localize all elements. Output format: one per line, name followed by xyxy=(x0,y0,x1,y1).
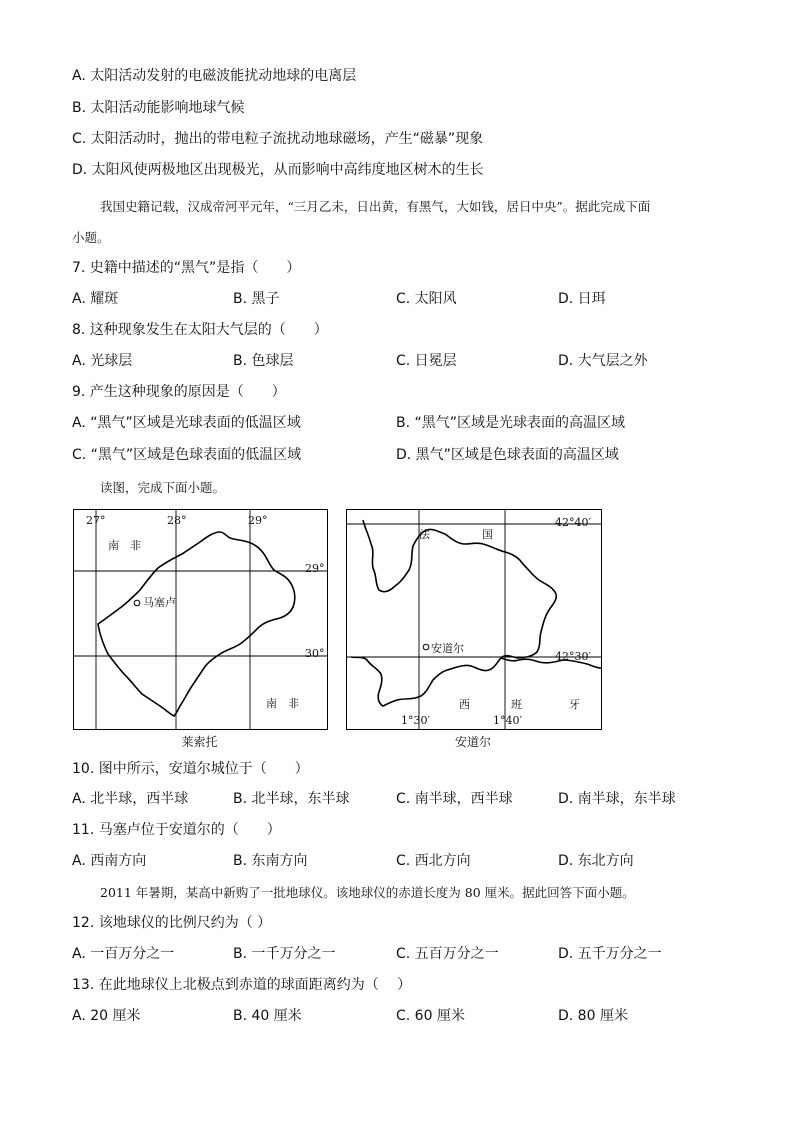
lesotho-lon-label-27: 27° xyxy=(86,514,106,527)
intro-paragraph-1: 我国史籍记载，汉成帝河平元年，“三月乙未，日出黄，有黑气，大如钱，居日中央”。据此完成下面 xyxy=(100,199,651,214)
q9-stem: 9. 产生这种现象的原因是（ ） xyxy=(72,384,286,400)
lesotho-lon-label-28: 28° xyxy=(167,514,187,527)
q13-option-d: D. 80 厘米 xyxy=(558,1008,628,1024)
lesotho-map xyxy=(73,509,328,730)
q9-option-c: C. “黑气”区域是色球表面的低温区域 xyxy=(72,447,302,463)
q13-option-a: A. 20 厘米 xyxy=(72,1008,141,1024)
lesotho-label-south-africa-top: 南 非 xyxy=(108,539,141,552)
lesotho-caption: 莱索托 xyxy=(181,735,218,749)
q13-option-c: C. 60 厘米 xyxy=(396,1008,465,1024)
q7-option-c: C. 太阳风 xyxy=(396,291,457,307)
q6-option-d: D. 太阳风使两极地区出现极光，从而影响中高纬度地区树木的生长 xyxy=(72,162,484,178)
andorra-lat-label-4230: 42°30′ xyxy=(555,650,591,663)
intro-paragraph-1-cont: 小题。 xyxy=(72,230,110,245)
q12-option-d: D. 五千万分之一 xyxy=(558,946,662,962)
q6-option-c: C. 太阳活动时，抛出的带电粒子流扰动地球磁场，产生“磁暴”现象 xyxy=(72,131,484,147)
andorra-map-graphic xyxy=(347,510,601,729)
q8-option-b: B. 色球层 xyxy=(233,353,294,369)
q11-option-b: B. 东南方向 xyxy=(233,853,308,869)
andorra-label-spain-1: 西 xyxy=(459,698,470,711)
q9-option-a: A. “黑气”区域是光球表面的低温区域 xyxy=(72,415,301,431)
andorra-border xyxy=(351,520,556,706)
q10-option-a: A. 北半球，西半球 xyxy=(72,791,189,807)
lesotho-label-south-africa-bottom: 南 非 xyxy=(266,697,299,710)
lesotho-lon-label-29: 29° xyxy=(248,514,268,527)
intro-paragraph-2: 读图，完成下面小题。 xyxy=(100,480,226,495)
q8-option-a: A. 光球层 xyxy=(72,353,133,369)
andorra-label-spain-2: 班 xyxy=(511,698,522,711)
q11-stem: 11. 马塞卢位于安道尔的（ ） xyxy=(72,822,281,838)
andorra-map xyxy=(346,509,602,730)
q7-stem: 7. 史籍中描述的“黑气”是指（ ） xyxy=(72,260,301,276)
q13-stem: 13. 在此地球仪上北极点到赤道的球面距离约为（ ） xyxy=(72,977,412,993)
q9-option-d: D. 黑气”区域是色球表面的高温区域 xyxy=(396,447,619,463)
lesotho-border xyxy=(98,532,295,716)
q8-stem: 8. 这种现象发生在太阳大气层的（ ） xyxy=(72,322,328,338)
q12-stem: 12. 该地球仪的比例尺约为（ ） xyxy=(72,915,272,931)
andorra-lon-label-140: 1°40′ xyxy=(493,714,522,727)
q12-option-b: B. 一千万分之一 xyxy=(233,946,336,962)
q9-option-b: B. “黑气”区域是光球表面的高温区域 xyxy=(396,415,626,431)
q7-option-b: B. 黑子 xyxy=(233,291,280,307)
q7-option-a: A. 耀斑 xyxy=(72,291,119,307)
q8-option-c: C. 日冕层 xyxy=(396,353,457,369)
andorra-lat-label-4240: 42°40′ xyxy=(555,516,591,529)
q13-option-b: B. 40 厘米 xyxy=(233,1008,302,1024)
lesotho-lat-label-29: 29° xyxy=(305,562,325,575)
intro-paragraph-3: 2011 年暑期，某高中新购了一批地球仪。该地球仪的赤道长度为 80 厘米。据此回答下面小题。 xyxy=(100,885,635,900)
q11-option-d: D. 东北方向 xyxy=(558,853,634,869)
andorra-lon-label-130: 1°30′ xyxy=(401,714,430,727)
q10-option-c: C. 南半球，西半球 xyxy=(396,791,513,807)
q10-option-d: D. 南半球，东半球 xyxy=(558,791,676,807)
lesotho-lat-label-30: 30° xyxy=(305,647,325,660)
andorra-label-france-2: 国 xyxy=(482,528,493,541)
q7-option-d: D. 日珥 xyxy=(558,291,606,307)
maseru-dot xyxy=(134,600,140,606)
andorra-la-vella-dot xyxy=(423,644,429,650)
andorra-caption: 安道尔 xyxy=(454,735,491,749)
q11-option-c: C. 西北方向 xyxy=(396,853,471,869)
q8-option-d: D. 大气层之外 xyxy=(558,353,648,369)
andorra-label-spain-3: 牙 xyxy=(569,698,580,711)
maseru-label: 马塞卢 xyxy=(143,596,176,609)
q6-option-a: A. 太阳活动发射的电磁波能扰动地球的电离层 xyxy=(72,68,357,84)
q6-option-b: B. 太阳活动能影响地球气候 xyxy=(72,100,245,116)
q11-option-a: A. 西南方向 xyxy=(72,853,147,869)
q12-option-a: A. 一百万分之一 xyxy=(72,946,175,962)
andorra-label-france-1: 法 xyxy=(419,528,430,541)
q10-option-b: B. 北半球，东半球 xyxy=(233,791,350,807)
andorra-city-label: 安道尔 xyxy=(431,642,464,655)
q12-option-c: C. 五百万分之一 xyxy=(396,946,499,962)
q10-stem: 10. 图中所示，安道尔城位于（ ） xyxy=(72,761,309,777)
